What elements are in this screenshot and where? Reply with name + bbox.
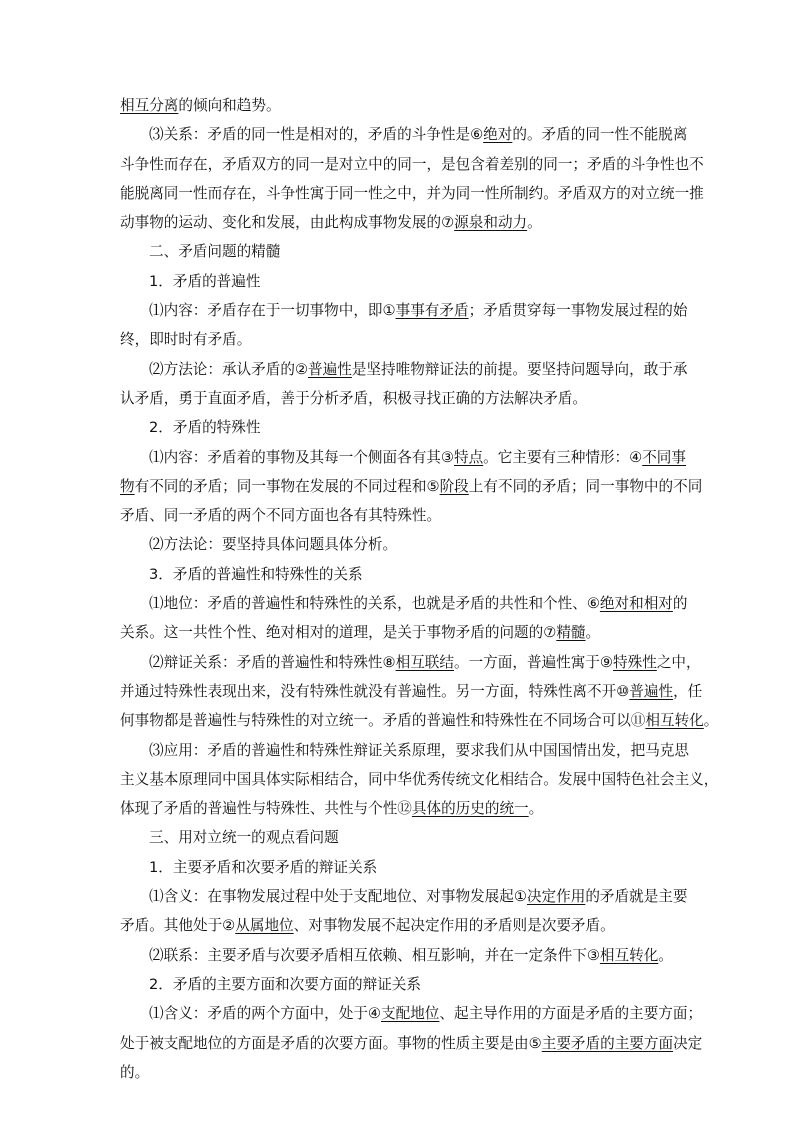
text-span: 有不同的矛盾；同一事物在发展的不同过程和⑤ <box>134 477 440 495</box>
answer-underlined: 支配地位 <box>381 1005 440 1023</box>
answer-underlined: 具体的历史的统一 <box>411 800 529 818</box>
text-span: ⑵联系：主要矛盾与次要矛盾相互依赖、相互影响，并在一定条件下③ <box>149 946 600 964</box>
text-line <box>120 823 676 852</box>
text-span: 。 <box>703 712 719 730</box>
text-span: 矛盾、同一矛盾的两个不同方面也各有其特殊性。 <box>120 507 442 525</box>
text-line <box>120 560 676 589</box>
text-line <box>120 853 676 882</box>
answer-underlined: 不同事 <box>642 448 686 466</box>
text-span: 能脱离同一性而存在，斗争性寓于同一性之中，并为同一性所制约。矛盾双方的对立统一推 <box>120 184 704 202</box>
text-span: ⑴含义：在事物发展过程中处于支配地位、对事物发展起① <box>149 888 527 906</box>
text-line <box>120 1058 676 1087</box>
answer-underlined: 主要矛盾的主要方面 <box>541 1034 674 1052</box>
text-span: 之中， <box>656 653 701 671</box>
text-span: ⑴内容：矛盾着的事物及其每一个侧面各有其③ <box>149 448 454 466</box>
answer-underlined: 阶段 <box>439 477 469 495</box>
text-line <box>120 237 676 266</box>
text-line <box>120 150 704 179</box>
text-span: ，任 <box>673 682 703 700</box>
text-line <box>120 736 689 765</box>
text-line <box>120 413 676 442</box>
text-line <box>120 999 703 1028</box>
text-span: 主义基本原理同中国具体实际相结合，同中华优秀传统文化相结合。发展中国特色社会主义， <box>120 770 719 788</box>
text-span: 矛盾。其他处于② <box>120 917 236 935</box>
text-line <box>120 325 676 354</box>
text-span: 、对事物发展不起决定作用的矛盾则是次要矛盾。 <box>293 917 615 935</box>
text-span: 的。矛盾的同一性不能脱离 <box>512 126 688 144</box>
answer-underlined: 特殊性 <box>613 653 657 671</box>
answer-underlined: 普遍性 <box>308 360 352 378</box>
answer-underlined: 相互分离 <box>120 97 179 114</box>
text-span: 何事物都是普遍性与特殊性的对立统一。矛盾的普遍性和特殊性在不同场合可以⑪ <box>120 712 646 730</box>
text-span: 3．矛盾的普遍性和特殊性的关系 <box>149 565 363 583</box>
text-span: 。 <box>585 624 601 642</box>
answer-underlined: 精髓 <box>556 624 586 642</box>
text-span: 。它主要有三种情形：④ <box>483 448 643 466</box>
text-span: ⑵辩证关系：矛盾的普遍性和特殊性⑧ <box>149 653 396 671</box>
text-span: ⑶应用：矛盾的普遍性和特殊性辩证关系原理，要求我们从中国国情出发，把马克思 <box>149 741 689 759</box>
text-span: 决定 <box>673 1034 703 1052</box>
text-span: ⑵方法论：要坚持具体问题具体分析。 <box>149 536 398 554</box>
answer-underlined: 源泉和动力 <box>454 214 528 232</box>
text-span: ⑶关系：矛盾的同一性是相对的，矛盾的斗争性是⑥ <box>149 126 484 144</box>
text-line <box>120 589 688 618</box>
text-span: 三、用对立统一的观点看问题 <box>149 829 339 847</box>
text-line <box>120 677 703 706</box>
text-span: 关系。这一共性个性、绝对相对的道理，是关于事物矛盾的问题的⑦ <box>120 624 557 642</box>
text-line <box>120 208 676 237</box>
text-span: ⑴地位：矛盾的普遍性和特殊性的关系，也就是矛盾的共性和个性、⑥ <box>149 595 600 613</box>
answer-underlined: 事事有矛盾 <box>395 302 469 320</box>
text-line <box>120 384 676 413</box>
text-span: 的矛盾就是主要 <box>585 888 688 906</box>
text-line <box>120 911 676 940</box>
text-span: 二、矛盾问题的精髓 <box>149 243 281 261</box>
answer-underlined: 相互转化 <box>599 946 659 964</box>
text-span: 。一方面，普遍性寓于⑨ <box>453 653 614 671</box>
text-span: 认矛盾，勇于直面矛盾，善于分析矛盾，积极寻找正确的方法解决矛盾。 <box>120 389 588 407</box>
text-span: 斗争性而存在，矛盾双方的同一是对立中的同一，是包含着差别的同一；矛盾的斗争性也不 <box>120 155 704 173</box>
text-line <box>120 267 676 296</box>
text-span: 上有不同的矛盾；同一事物中的不同 <box>468 477 703 495</box>
answer-underlined: 特点 <box>453 448 484 466</box>
text-line <box>120 1029 703 1058</box>
text-span: 。 <box>527 214 542 232</box>
text-span: 。 <box>528 800 544 818</box>
text-line <box>120 501 676 530</box>
text-line <box>120 648 701 677</box>
text-line <box>120 179 704 208</box>
text-span: 2．矛盾的特殊性 <box>149 419 261 437</box>
answer-underlined: 绝对 <box>483 126 513 144</box>
text-span: 处于被支配地位的方面是矛盾的次要方面。事物的性质主要是由⑤ <box>120 1034 542 1052</box>
text-span: 终，即时时有矛盾。 <box>120 331 252 349</box>
text-line <box>120 706 719 735</box>
text-span: 。 <box>658 946 673 964</box>
text-line <box>120 970 676 999</box>
text-line <box>120 618 676 647</box>
text-span: 1．主要矛盾和次要矛盾的辩证关系 <box>149 858 378 876</box>
text-span: 的。 <box>120 1063 150 1081</box>
text-span: 1．矛盾的普遍性 <box>149 272 261 290</box>
answer-underlined: 普遍性 <box>629 682 674 700</box>
answer-underlined: 相互联结 <box>395 653 454 671</box>
text-span: 、起主导作用的方面是矛盾的主要方面； <box>439 1005 703 1023</box>
text-span: ⑴含义：矛盾的两个方面中，处于④ <box>149 1005 381 1023</box>
answer-underlined: 决定作用 <box>526 888 586 906</box>
text-span: ⑴内容：矛盾存在于一切事物中，即① <box>149 302 396 320</box>
text-line <box>120 882 688 911</box>
text-line <box>120 765 719 794</box>
answer-underlined: 绝对和相对 <box>599 595 673 613</box>
text-line <box>120 794 676 823</box>
text-span: 体现了矛盾的普遍性与特殊性、共性与个性⑫ <box>120 800 412 818</box>
text-span: 是坚持唯物辩证法的前提。要坚持问题导向，敢于承 <box>351 360 688 378</box>
text-line <box>120 120 688 149</box>
text-span: ⑵方法论：承认矛盾的② <box>149 360 309 378</box>
text-line <box>120 296 688 325</box>
text-line <box>120 941 676 970</box>
text-span: ；矛盾贯穿每一事物发展过程的始 <box>468 302 688 320</box>
text-span: 2．矛盾的主要方面和次要方面的辩证关系 <box>149 975 421 993</box>
answer-underlined: 从属地位 <box>235 917 294 935</box>
text-line <box>120 355 688 384</box>
text-span: 动事物的运动、变化和发展，由此构成事物发展的⑦ <box>120 214 455 232</box>
text-line <box>120 530 676 559</box>
text-span: 的 <box>672 595 688 613</box>
text-line <box>120 472 703 501</box>
document-page <box>120 91 719 1087</box>
answer-underlined: 物 <box>120 477 135 495</box>
answer-underlined: 相互转化 <box>645 712 704 730</box>
text-line <box>120 91 676 120</box>
text-span: 并通过特殊性表现出来，没有特殊性就没有普遍性。另一方面，特殊性离不开⑩ <box>120 682 630 700</box>
text-span: 的倾向和趋势。 <box>178 97 281 114</box>
text-line <box>120 443 686 472</box>
